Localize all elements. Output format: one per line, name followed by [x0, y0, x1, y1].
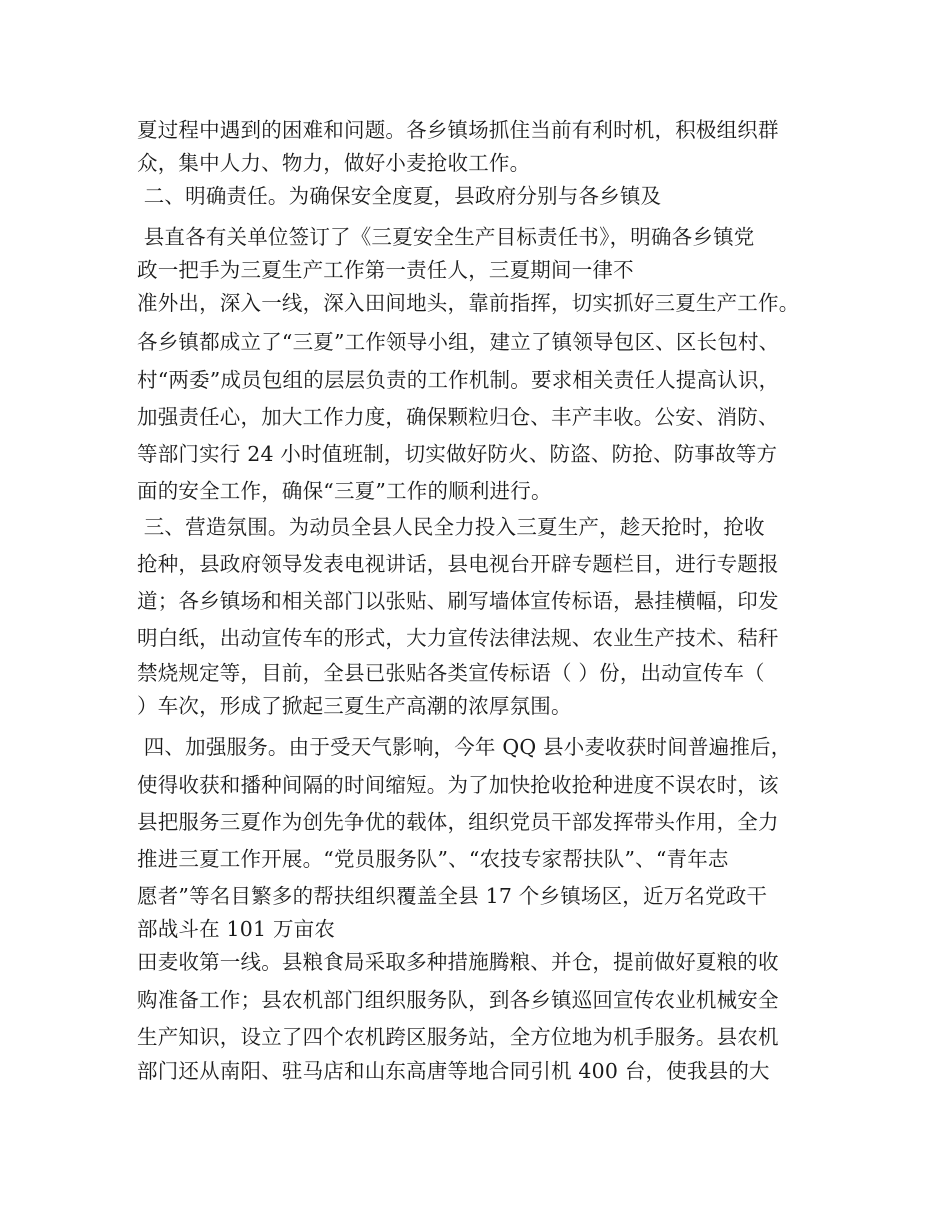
text-line: 等部门实行 24 小时值班制，切实做好防火、防盗、防抢、防事故等方 — [137, 442, 778, 466]
text-line: 夏过程中遇到的困难和问题。各乡镇场抓住当前有利时机，积极组织群 — [137, 118, 779, 142]
text-line: 道；各乡镇场和相关部门以张贴、刷写墙体宣传标语，悬挂横幅，印发 — [137, 589, 779, 613]
text-line: 加强责任心，加大工作力度，确保颗粒归仓、丰产丰收。公安、消防、 — [137, 405, 779, 429]
text-line: 禁烧规定等，目前，全县已张贴各类宣传标语（ ）份，出动宣传车（ — [137, 661, 765, 685]
text-line: 生产知识，设立了四个农机跨区服务站，全方位地为机手服务。县农机 — [137, 1025, 779, 1049]
text-line: 使得收获和播种间隔的时间缩短。为了加快抢收抢种进度不误农时，该 — [137, 773, 779, 797]
text-line: 田麦收第一线。县粮食局采取多种措施腾粮、并仓，提前做好夏粮的收 — [137, 950, 779, 974]
text-line: 推进三夏工作开展。“党员服务队”、“农技专家帮扶队”、“青年志 — [137, 847, 729, 871]
text-line: 抢种，县政府领导发表电视讲话，县电视台开辟专题栏目，进行专题报 — [137, 552, 779, 576]
text-line: 明白纸，出动宣传车的形式，大力宣传法律法规、农业生产技术、秸秆 — [137, 626, 779, 650]
text-line: 三、营造氛围。为动员全县人民全力投入三夏生产，趁天抢时，抢收 — [137, 515, 765, 539]
text-line: 县把服务三夏作为创先争优的载体，组织党员干部发挥带头作用，全力 — [137, 810, 779, 834]
text-line: 部战斗在 101 万亩农 — [137, 917, 336, 941]
text-line: 部门还从南阳、驻马店和山东高唐等地合同引机 400 台，使我县的大 — [137, 1059, 770, 1083]
text-line: 村“两委”成员包组的层层负责的工作机制。要求相关责任人提高认识， — [137, 368, 780, 392]
text-line: 四、加强服务。由于受天气影响，今年 QQ 县小麦收获时间普遍推后， — [137, 735, 792, 759]
text-line: 准外出，深入一线，深入田间地头，靠前指挥，切实抓好三夏生产工作。 — [137, 291, 800, 315]
text-line: 众，集中人力、物力，做好小麦抢收工作。 — [137, 151, 531, 175]
text-line: 面的安全工作，确保“三夏”工作的顺利进行。 — [137, 479, 552, 503]
text-line: 二、明确责任。为确保安全度夏，县政府分别与各乡镇及 — [137, 184, 662, 208]
text-line: ）车次，形成了掀起三夏生产高潮的浓厚氛围。 — [137, 694, 572, 718]
text-line: 购准备工作；县农机部门组织服务队，到各乡镇巡回宣传农业机械安全 — [137, 988, 779, 1012]
text-line: 政一把手为三夏生产工作第一责任人，三夏期间一律不 — [137, 258, 634, 282]
text-line: 各乡镇都成立了“三夏”工作领导小组，建立了镇领导包区、区长包村、 — [137, 330, 780, 354]
text-line: 愿者”等名目繁多的帮扶组织覆盖全县 17 个乡镇场区，近万名党政干 — [137, 884, 768, 908]
text-line: 县直各有关单位签订了《三夏安全生产目标责任书》，明确各乡镇党 — [137, 225, 755, 249]
